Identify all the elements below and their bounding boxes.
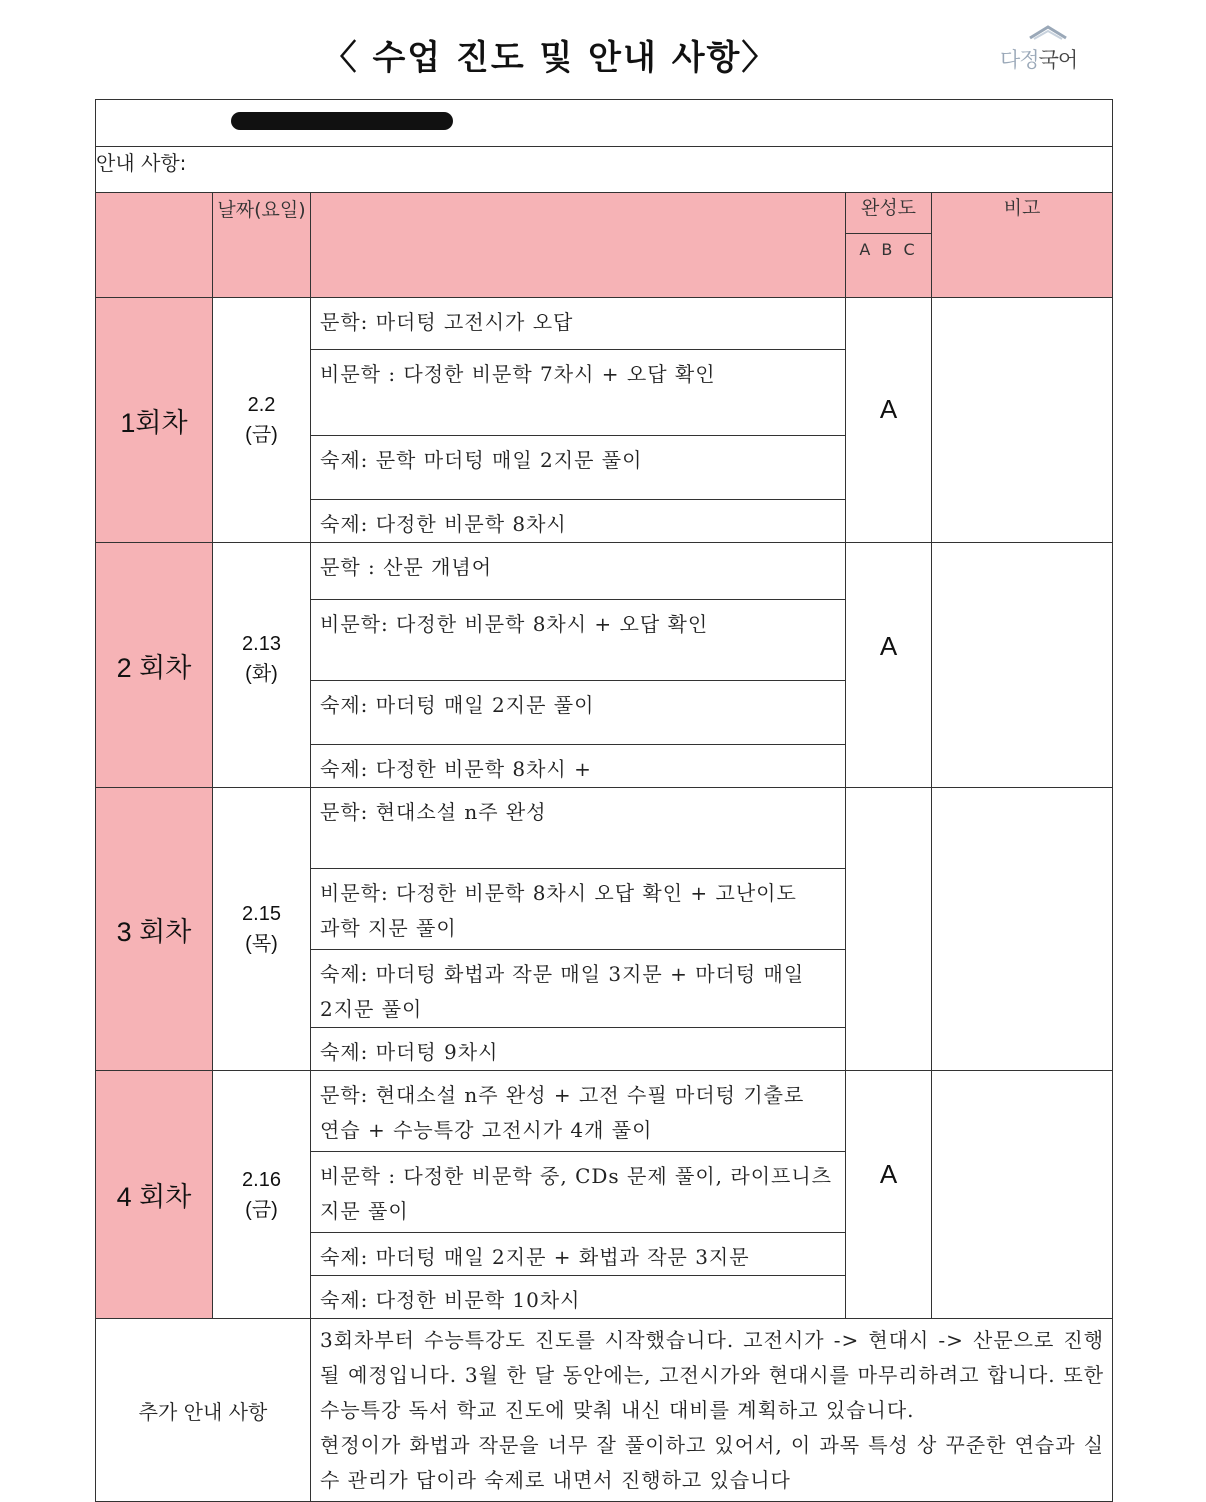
remarks-cell — [932, 788, 1113, 1071]
task-item: 숙제: 마더텅 9차시 — [311, 1028, 846, 1071]
header-content-cell — [311, 193, 846, 298]
day-value: (금) — [245, 424, 278, 446]
grade-value: A — [846, 298, 932, 543]
task-item: 숙제: 다정한 비문학 8차시 + — [311, 745, 846, 788]
extra-notes-label: 추가 안내 사항 — [96, 1319, 311, 1502]
grade-value: A — [846, 543, 932, 788]
remarks-cell — [932, 1071, 1113, 1319]
remarks-cell — [932, 298, 1113, 543]
task-item: 비문학: 다정한 비문학 8차시 오답 확인 + 고난이도 과학 지문 풀이 — [311, 869, 846, 950]
task-item: 숙제: 문학 마더텅 매일 2지문 풀이 — [311, 436, 846, 500]
header-remarks: 비고 — [932, 193, 1113, 298]
extra-notes-cell — [311, 1319, 1113, 1502]
date-value: 2.15 — [242, 903, 281, 925]
task-item: 문학 : 산문 개념어 — [311, 543, 846, 600]
task-item: 비문학 : 다정한 비문학 중, CDs 문제 풀이, 라이프니츠 지문 풀이 — [311, 1152, 846, 1233]
session-3-row — [96, 788, 1113, 869]
header-session-cell — [96, 193, 213, 298]
session-date — [213, 543, 311, 788]
task-item: 숙제: 마더텅 매일 2지문 + 화법과 작문 3지문 — [311, 1233, 846, 1276]
student-name-cell — [96, 100, 1113, 147]
notice-row — [96, 147, 1113, 193]
date-value: 2.13 — [242, 633, 281, 655]
task-item: 문학: 현대소설 n주 완성 + 고전 수필 마더텅 기출로 연습 + 수능특강 고전시가 4개 풀이 — [311, 1071, 846, 1152]
task-item: 비문학 : 다정한 비문학 7차시 + 오답 확인 — [311, 350, 846, 436]
session-date — [213, 788, 311, 1071]
session-date — [213, 1071, 311, 1319]
header-date: 날짜(요일) — [213, 193, 311, 298]
extra-notes-row — [96, 1319, 1113, 1502]
task-item: 숙제: 다정한 비문학 10차시 — [311, 1276, 846, 1319]
session-date — [213, 298, 311, 543]
task-item: 문학: 마더텅 고전시가 오답 — [311, 298, 846, 350]
roof-icon — [1028, 24, 1068, 40]
day-value: (화) — [245, 663, 278, 685]
task-item: 숙제: 마더텅 화법과 작문 매일 3지문 + 마더텅 매일 2지문 풀이 — [311, 950, 846, 1028]
session-label: 4 회차 — [96, 1071, 213, 1319]
extra-notes-text: 3회차부터 수능특강도 진도를 시작했습니다. 고전시가 -> 현대시 -> 산문으로 진행될 예정입니다. 3월 한 달 동안에는, 고전시가와 현대시를 마무리하려고 합니다. 또한 수능특강 독서 학교 진도에 맞춰 내신 대비를 계획하고 있습니다. — [320, 1328, 1105, 1422]
session-1-row — [96, 298, 1113, 350]
notice-label: 안내 사항: — [96, 147, 1113, 193]
session-2-row — [96, 543, 1113, 600]
session-label: 1회차 — [96, 298, 213, 543]
grade-value: A — [846, 1071, 932, 1319]
page-title: 〈 수업 진도 및 안내 사항〉 — [322, 38, 778, 78]
day-value: (금) — [245, 1198, 278, 1221]
grade-value — [846, 788, 932, 1071]
date-value: 2.16 — [242, 1168, 281, 1191]
session-label: 3 회차 — [96, 788, 213, 1071]
task-item: 문학: 현대소설 n주 완성 — [311, 788, 846, 869]
header-grades: A B C — [846, 234, 932, 298]
remarks-cell — [932, 543, 1113, 788]
task-item: 숙제: 다정한 비문학 8차시 — [311, 500, 846, 543]
header-row — [96, 193, 1113, 234]
redacted-name — [231, 112, 453, 130]
session-label: 2 회차 — [96, 543, 213, 788]
date-value: 2.2 — [247, 394, 276, 416]
progress-table — [95, 99, 1113, 1502]
extra-notes-text-2: 현정이가 화법과 작문을 너무 잘 풀이하고 있어서, 이 과목 특성 상 꾸준한 연습과 실수 관리가 답이라 숙제로 내면서 진행하고 있습니다 — [320, 1433, 1105, 1492]
logo-text-part2: 국어 — [1038, 48, 1078, 72]
task-item: 숙제: 마더텅 매일 2지문 풀이 — [311, 681, 846, 745]
student-name-row — [96, 100, 1113, 147]
day-value: (목) — [245, 933, 278, 955]
logo-text-part1: 다정 — [1000, 48, 1039, 72]
session-4-row — [96, 1071, 1113, 1152]
logo — [996, 24, 1106, 74]
header-completion: 완성도 — [846, 193, 932, 234]
task-item: 비문학: 다정한 비문학 8차시 + 오답 확인 — [311, 600, 846, 681]
